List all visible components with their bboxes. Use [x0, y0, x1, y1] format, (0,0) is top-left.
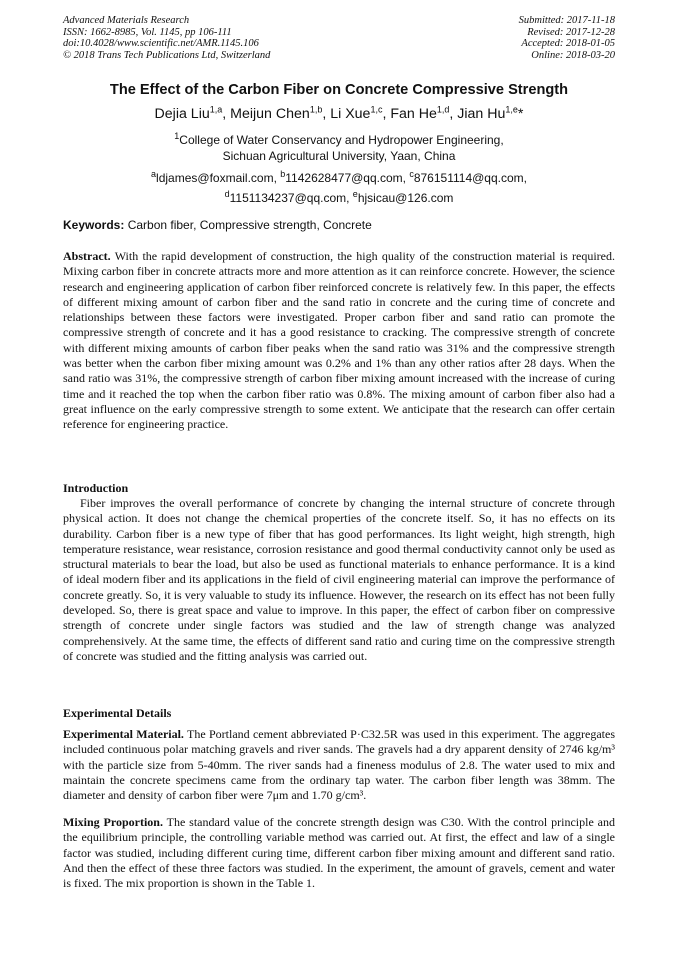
introduction-heading: Introduction — [63, 481, 129, 495]
corresponding-author-marker: * — [517, 105, 524, 122]
journal-header-left — [63, 15, 270, 61]
author-separator: , — [222, 105, 231, 122]
email-a[interactable]: ldjames@foxmail.com, — [156, 171, 281, 185]
keywords-label: Keywords: — [63, 218, 125, 232]
abstract-label: Abstract. — [63, 249, 111, 263]
author — [390, 106, 457, 122]
mixing-proportion-paragraph — [63, 815, 615, 891]
experimental-details-heading: Experimental Details — [63, 706, 172, 720]
abstract — [63, 249, 615, 433]
introduction-paragraph: Fiber improves the overall performance of concrete by changing the internal structure of concrete through physical action. It does not change the chemical properties of the concrete itself. So, it has no effects on its durability. Carbon fiber is a new type of fiber that has good performances. Its light weight, high strength, high temperature resistance, wear resistance, corrosion resistance and good thermal conductivity cannot only be used as structural materials to bear the load, but also be used as functional materials to enhance performance. It is a kind of ideal modern fiber and its applications in the field of civil engineering material can improve the performance of concrete greatly. So, it is very valuable to study its influence. However, the research on its effect has not been fully developed. So, there is great space and value to improve. In this paper, the effect of carbon fiber on compressive strength of concrete under single factors was studied and the law of strength change was analyzed comprehensively. At the same time, the effects of different sand ratio and curing time on the compressive strength of concrete was studied and the fitting analysis was carried out. — [63, 496, 615, 663]
email-c[interactable]: 876151114@qq.com, — [413, 171, 527, 185]
revised-date: Revised: 2017-12-28 — [527, 26, 615, 38]
author-list — [40, 104, 638, 122]
experimental-material-label: Experimental Material. — [63, 727, 184, 741]
author-name: Li Xue — [330, 105, 371, 122]
journal-header-right — [519, 15, 615, 61]
author — [330, 106, 390, 122]
submitted-date: Submitted: 2017-11-18 — [518, 15, 615, 26]
affiliation-marker: 1 — [174, 131, 180, 141]
author-name: Meijun Chen — [230, 105, 310, 122]
keywords — [63, 218, 615, 232]
email-b[interactable]: 1142628477@qq.com, — [285, 171, 410, 185]
author — [457, 106, 523, 122]
author-separator: , — [449, 105, 458, 122]
email-d[interactable]: 1151134237@qq.com, — [229, 190, 353, 205]
journal-name: Advanced Materials Research — [63, 15, 190, 26]
doi-line[interactable]: doi:10.4028/www.scientific.net/AMR.1145.106 — [63, 38, 259, 50]
author-affiliation-marker: 1,e — [505, 104, 518, 114]
paper-title: The Effect of the Carbon Fiber on Concrete Compressive Strength — [109, 82, 569, 98]
email-line-2: $^d$1151134237@qq.com, $^e$hjsicau@126.com — [224, 188, 454, 205]
email-e[interactable]: hjsicau@126.com — [357, 190, 454, 205]
author-affiliation-marker: 1,c — [370, 104, 383, 114]
author-emails — [40, 167, 638, 206]
affiliation-line-2: Sichuan Agricultural University, Yaan, China — [222, 148, 456, 163]
affiliation — [40, 129, 638, 164]
author-name: Dejia Liu — [154, 105, 210, 122]
accepted-date: Accepted: 2018-01-05 — [521, 38, 615, 50]
author-affiliation-marker: 1,b — [309, 104, 323, 114]
author — [155, 106, 231, 122]
experimental-material-paragraph — [63, 727, 615, 803]
abstract-text: With the rapid development of construction, the high quality of the construction material is required. Mixing carbon fiber in concrete attracts more and more attention as it can reinforce concrete. However, the science research and engineering application of carbon fiber reinforced concrete is relatively few. In this paper, the effects of different mixing amount of carbon fiber and the sand ratio in concrete and the curing time of concrete and relationships between these factors were investigated. Proper carbon fiber and sand ratio can promote the compressive strength of concrete and it has a good resistance to cracking. The compressive strength of concrete with different mixing amounts of carbon fiber peaks when the sand ratio was 31% and the compressive strength was better when the carbon fiber mixing amount was 0.2% and 1% than any other ratios after 28 days. When the sand ratio was 31%, the compressive strength of carbon fiber mixing amount increased with the increase of curing time and it reached the top when the carbon fiber ratio was 0.8%. The mixing amount of carbon fiber also had a great influence on the early compressive strength to some extent. We anticipate that the research can offer certain reference for engineering practice. — [63, 249, 615, 432]
author-affiliation-marker: 1,d — [436, 104, 450, 114]
mixing-proportion-label: Mixing Proportion. — [63, 815, 163, 829]
email-line-1: $^a$ldjames@foxmail.com, $^b$1142628477@qq.com, $^c$876151114@qq.com, — [151, 169, 527, 185]
author-separator: , — [382, 105, 391, 122]
author-affiliation-marker: 1,a — [209, 104, 223, 114]
issn-line: ISSN: 1662-8985, Vol. 1145, pp 106-111 — [63, 26, 232, 38]
experimental-material-text: The Portland cement abbreviated P·C32.5R was used in this experiment. The aggregates included continuous polar matching gravels and river sands. The gravels had a dry apparent density of 2746 kg/m³ with the particle size from 5-40mm. The river sands had a fineness modulus of 2.8. The water used to mix and maintain the concrete specimens came from the ordinary tap water. The carbon fiber length was 38mm. The diameter and density of carbon fiber were 7μm and 1.70 g/cm³. — [63, 727, 615, 803]
affiliation-line-1: $^1$College of Water Conservancy and Hydropower Engineering, — [174, 131, 504, 147]
author-separator: , — [322, 105, 331, 122]
mixing-proportion-text: The standard value of the concrete strength design was C30. With the control principle and the equilibrium principle, the controlling variable method was carried out. At first, the effect and law of a single factor was studied, including different curing time, different carbon fiber mixing amount and different sand ratio. And then the effect of these three factors was studied. In the experiment, the amount of gravels, cement and water is fixed. The mix proportion is shown in the Table 1. — [63, 815, 615, 891]
online-date: Online: 2018-03-20 — [531, 49, 615, 61]
author-name: Fan He — [390, 105, 437, 122]
keywords-text: Carbon fiber, Compressive strength, Concrete — [124, 218, 372, 232]
author — [230, 106, 330, 122]
author-name: Jian Hu — [457, 105, 506, 122]
copyright-line: © 2018 Trans Tech Publications Ltd, Switzerland — [63, 49, 271, 61]
